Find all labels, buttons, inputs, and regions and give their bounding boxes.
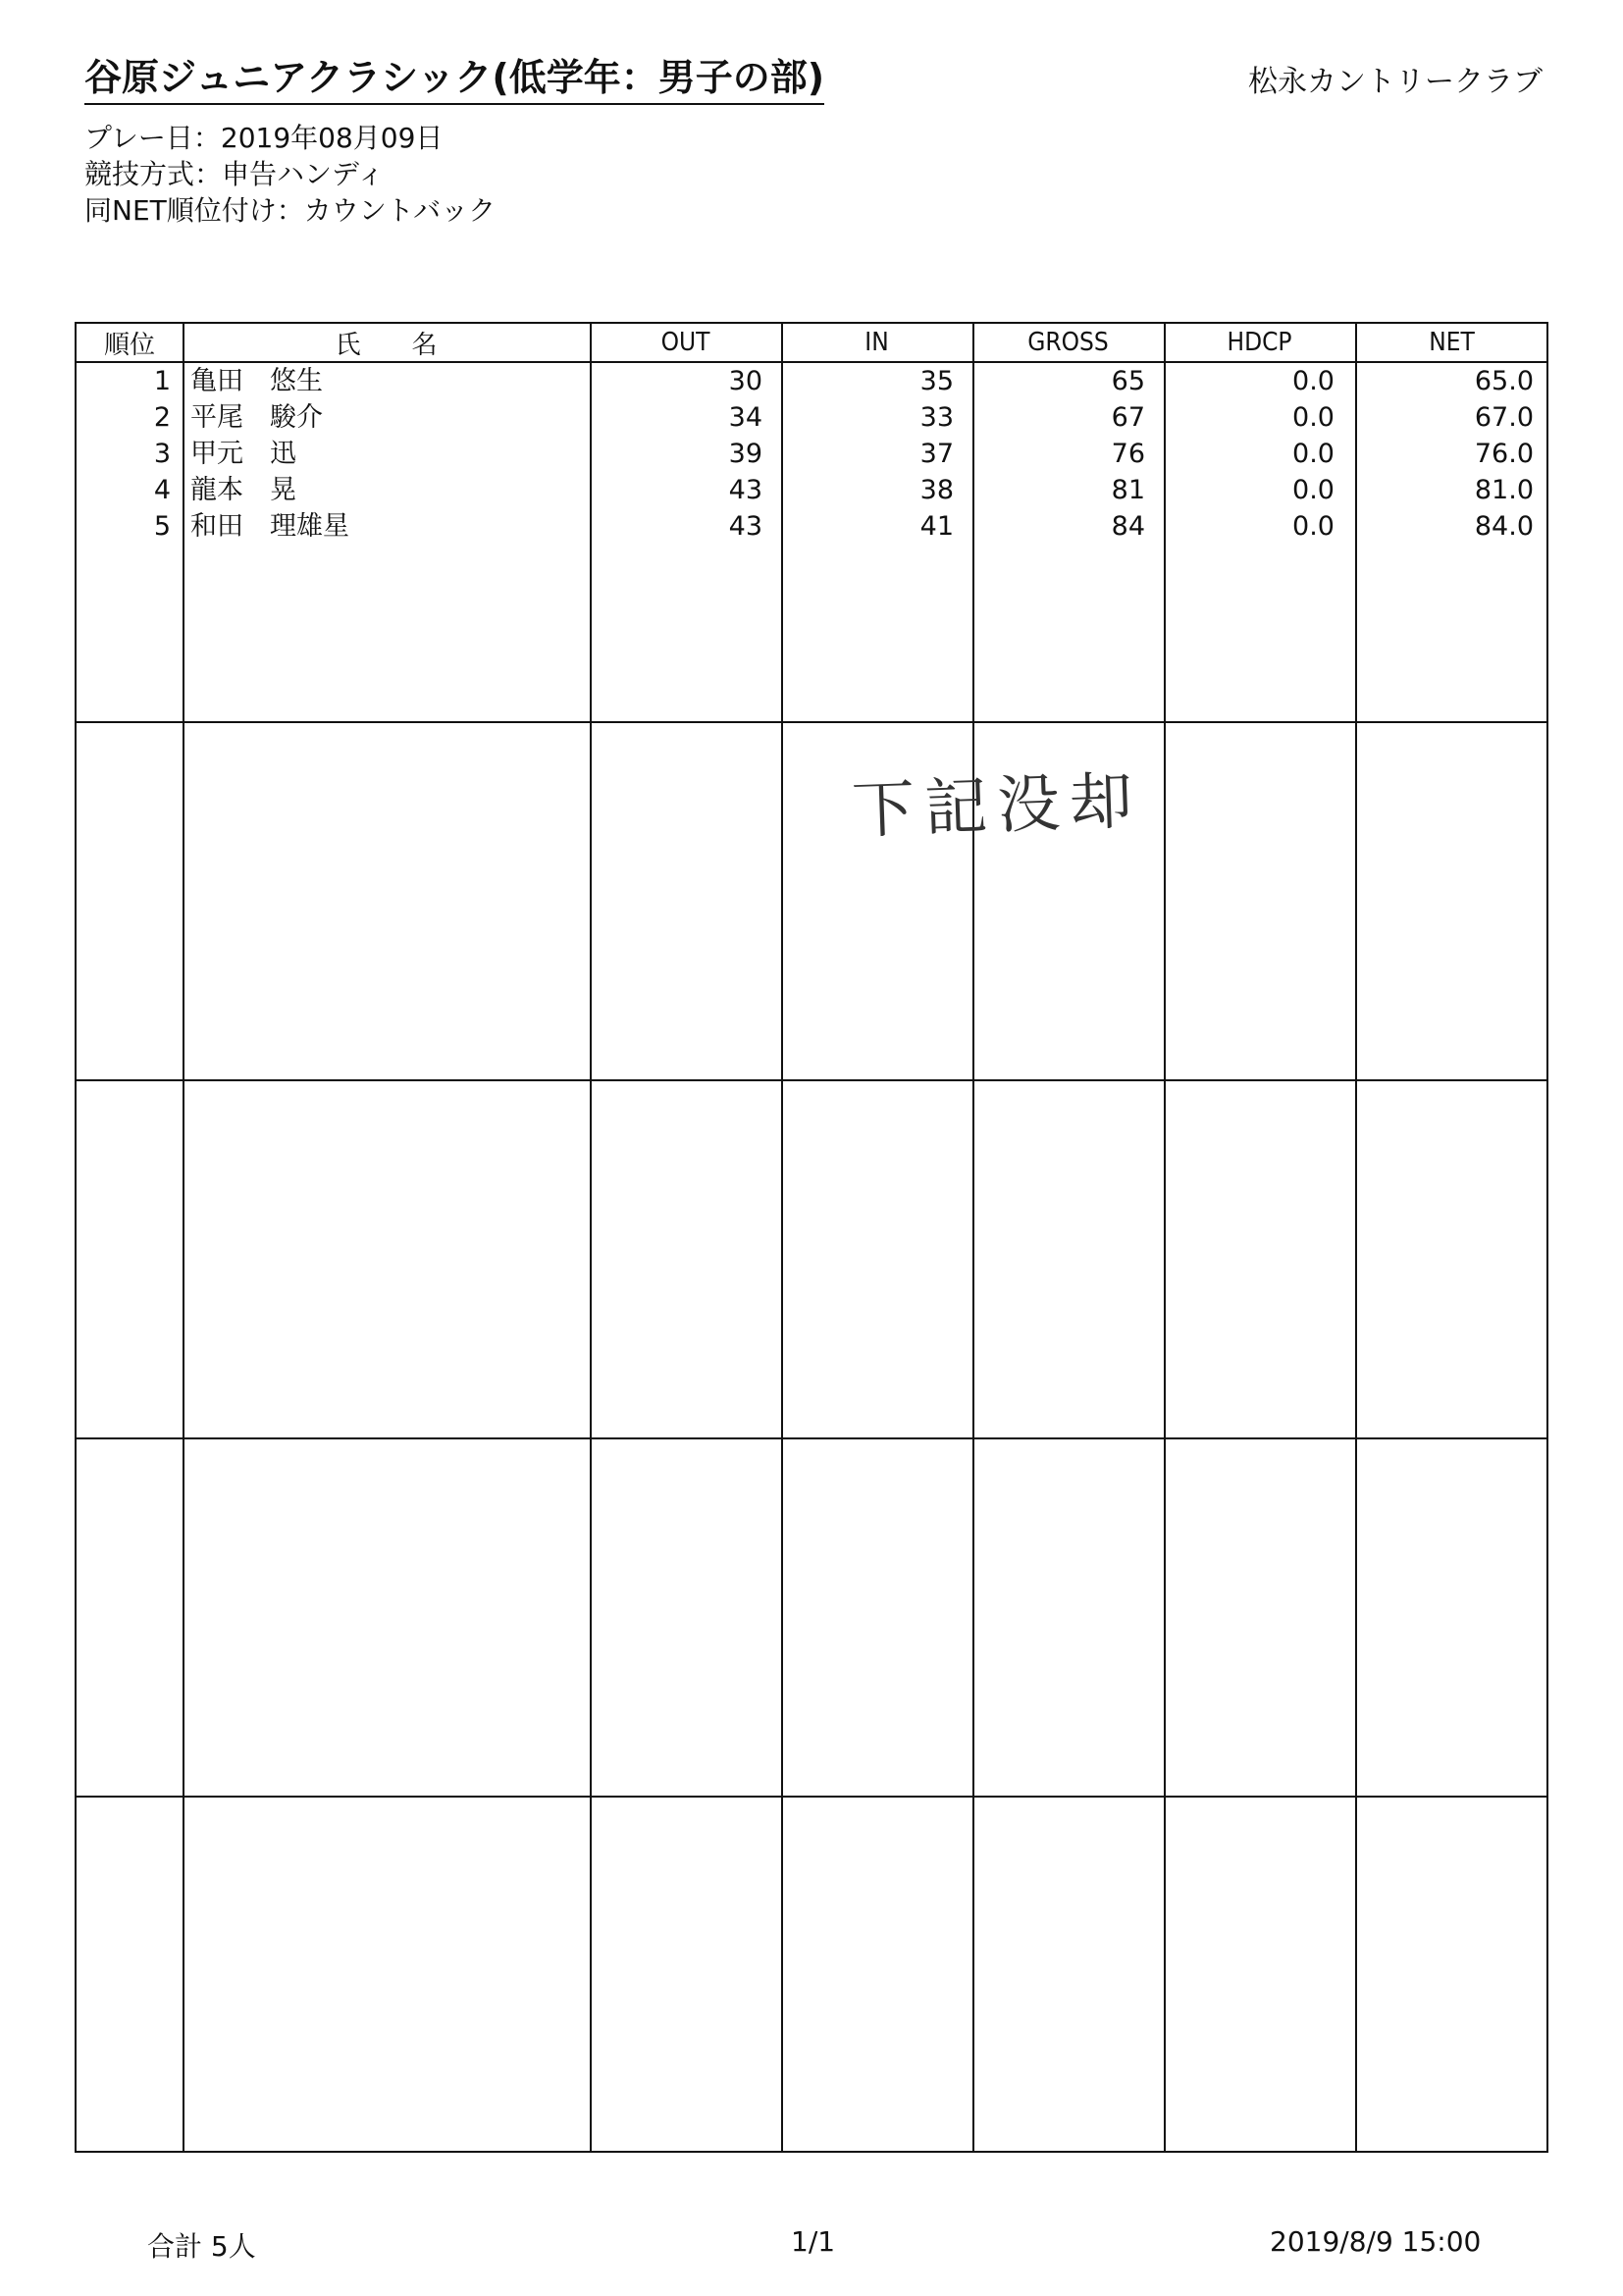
col-divider bbox=[781, 324, 783, 2151]
footer-timestamp: 2019/8/9 15:00 bbox=[1270, 2225, 1482, 2258]
cell-net: 84.0 bbox=[1474, 511, 1534, 542]
table-row bbox=[77, 363, 1546, 399]
cell-rank: 4 bbox=[153, 475, 171, 505]
cell-in: 33 bbox=[919, 402, 954, 433]
tiebreak-rule: 同NET順位付け：カウントバック bbox=[84, 194, 497, 227]
cell-gross: 81 bbox=[1111, 475, 1145, 505]
cell-gross: 76 bbox=[1111, 439, 1145, 469]
col-divider bbox=[1355, 324, 1357, 2151]
cell-hdcp: 0.0 bbox=[1292, 402, 1335, 433]
cell-name: 平尾 駿介 bbox=[190, 402, 323, 433]
page-title: 谷原ジュニアクラシック(低学年：男子の部) bbox=[84, 47, 824, 105]
cell-gross: 84 bbox=[1111, 511, 1145, 542]
header-name: 氏 名 bbox=[335, 330, 438, 360]
block-divider bbox=[77, 721, 1546, 723]
cell-rank: 3 bbox=[153, 439, 171, 469]
table-row bbox=[77, 472, 1546, 508]
cell-name: 和田 理雄星 bbox=[190, 511, 349, 542]
cell-rank: 5 bbox=[153, 511, 171, 542]
col-divider bbox=[972, 324, 974, 2151]
competition-format: 競技方式：申告ハンディ bbox=[84, 158, 385, 190]
cell-hdcp: 0.0 bbox=[1292, 475, 1335, 505]
handwritten-note: 下記没却 bbox=[851, 764, 1144, 849]
cell-out: 43 bbox=[728, 511, 762, 542]
cell-out: 30 bbox=[728, 366, 762, 396]
cell-name: 亀田 悠生 bbox=[190, 366, 323, 396]
table-row bbox=[77, 508, 1546, 545]
header-in: IN bbox=[864, 328, 889, 357]
footer-total: 合計 5人 bbox=[147, 2230, 256, 2263]
cell-in: 41 bbox=[919, 511, 954, 542]
cell-gross: 65 bbox=[1111, 366, 1145, 396]
cell-net: 76.0 bbox=[1474, 439, 1534, 469]
results-table bbox=[75, 322, 1548, 2153]
cell-rank: 2 bbox=[153, 402, 171, 433]
header-net: NET bbox=[1429, 328, 1475, 357]
cell-net: 65.0 bbox=[1474, 366, 1534, 396]
cell-name: 甲元 迅 bbox=[190, 439, 296, 469]
col-divider bbox=[183, 324, 184, 2151]
table-row bbox=[77, 436, 1546, 472]
club-name: 松永カントリークラブ bbox=[1248, 65, 1543, 99]
cell-net: 67.0 bbox=[1474, 402, 1534, 433]
cell-net: 81.0 bbox=[1474, 475, 1534, 505]
col-divider bbox=[1164, 324, 1166, 2151]
cell-in: 37 bbox=[919, 439, 954, 469]
cell-gross: 67 bbox=[1111, 402, 1145, 433]
cell-hdcp: 0.0 bbox=[1292, 511, 1335, 542]
header-rank: 順位 bbox=[103, 330, 155, 360]
cell-name: 龍本 晃 bbox=[190, 475, 296, 505]
header-hdcp: HDCP bbox=[1227, 328, 1292, 357]
col-divider bbox=[590, 324, 592, 2151]
block-divider bbox=[77, 1079, 1546, 1081]
table-row bbox=[77, 399, 1546, 436]
cell-rank: 1 bbox=[153, 366, 171, 396]
meta-block bbox=[84, 120, 496, 229]
cell-out: 43 bbox=[728, 475, 762, 505]
cell-in: 35 bbox=[919, 366, 954, 396]
block-divider bbox=[77, 1437, 1546, 1439]
play-date: プレー日：2019年08月09日 bbox=[84, 122, 444, 154]
header-gross: GROSS bbox=[1027, 328, 1109, 357]
block-divider bbox=[77, 1796, 1546, 1798]
cell-out: 39 bbox=[728, 439, 762, 469]
footer-page: 1/1 bbox=[791, 2225, 836, 2258]
cell-hdcp: 0.0 bbox=[1292, 439, 1335, 469]
header-out: OUT bbox=[660, 328, 710, 357]
cell-out: 34 bbox=[728, 402, 762, 433]
cell-in: 38 bbox=[919, 475, 954, 505]
cell-hdcp: 0.0 bbox=[1292, 366, 1335, 396]
